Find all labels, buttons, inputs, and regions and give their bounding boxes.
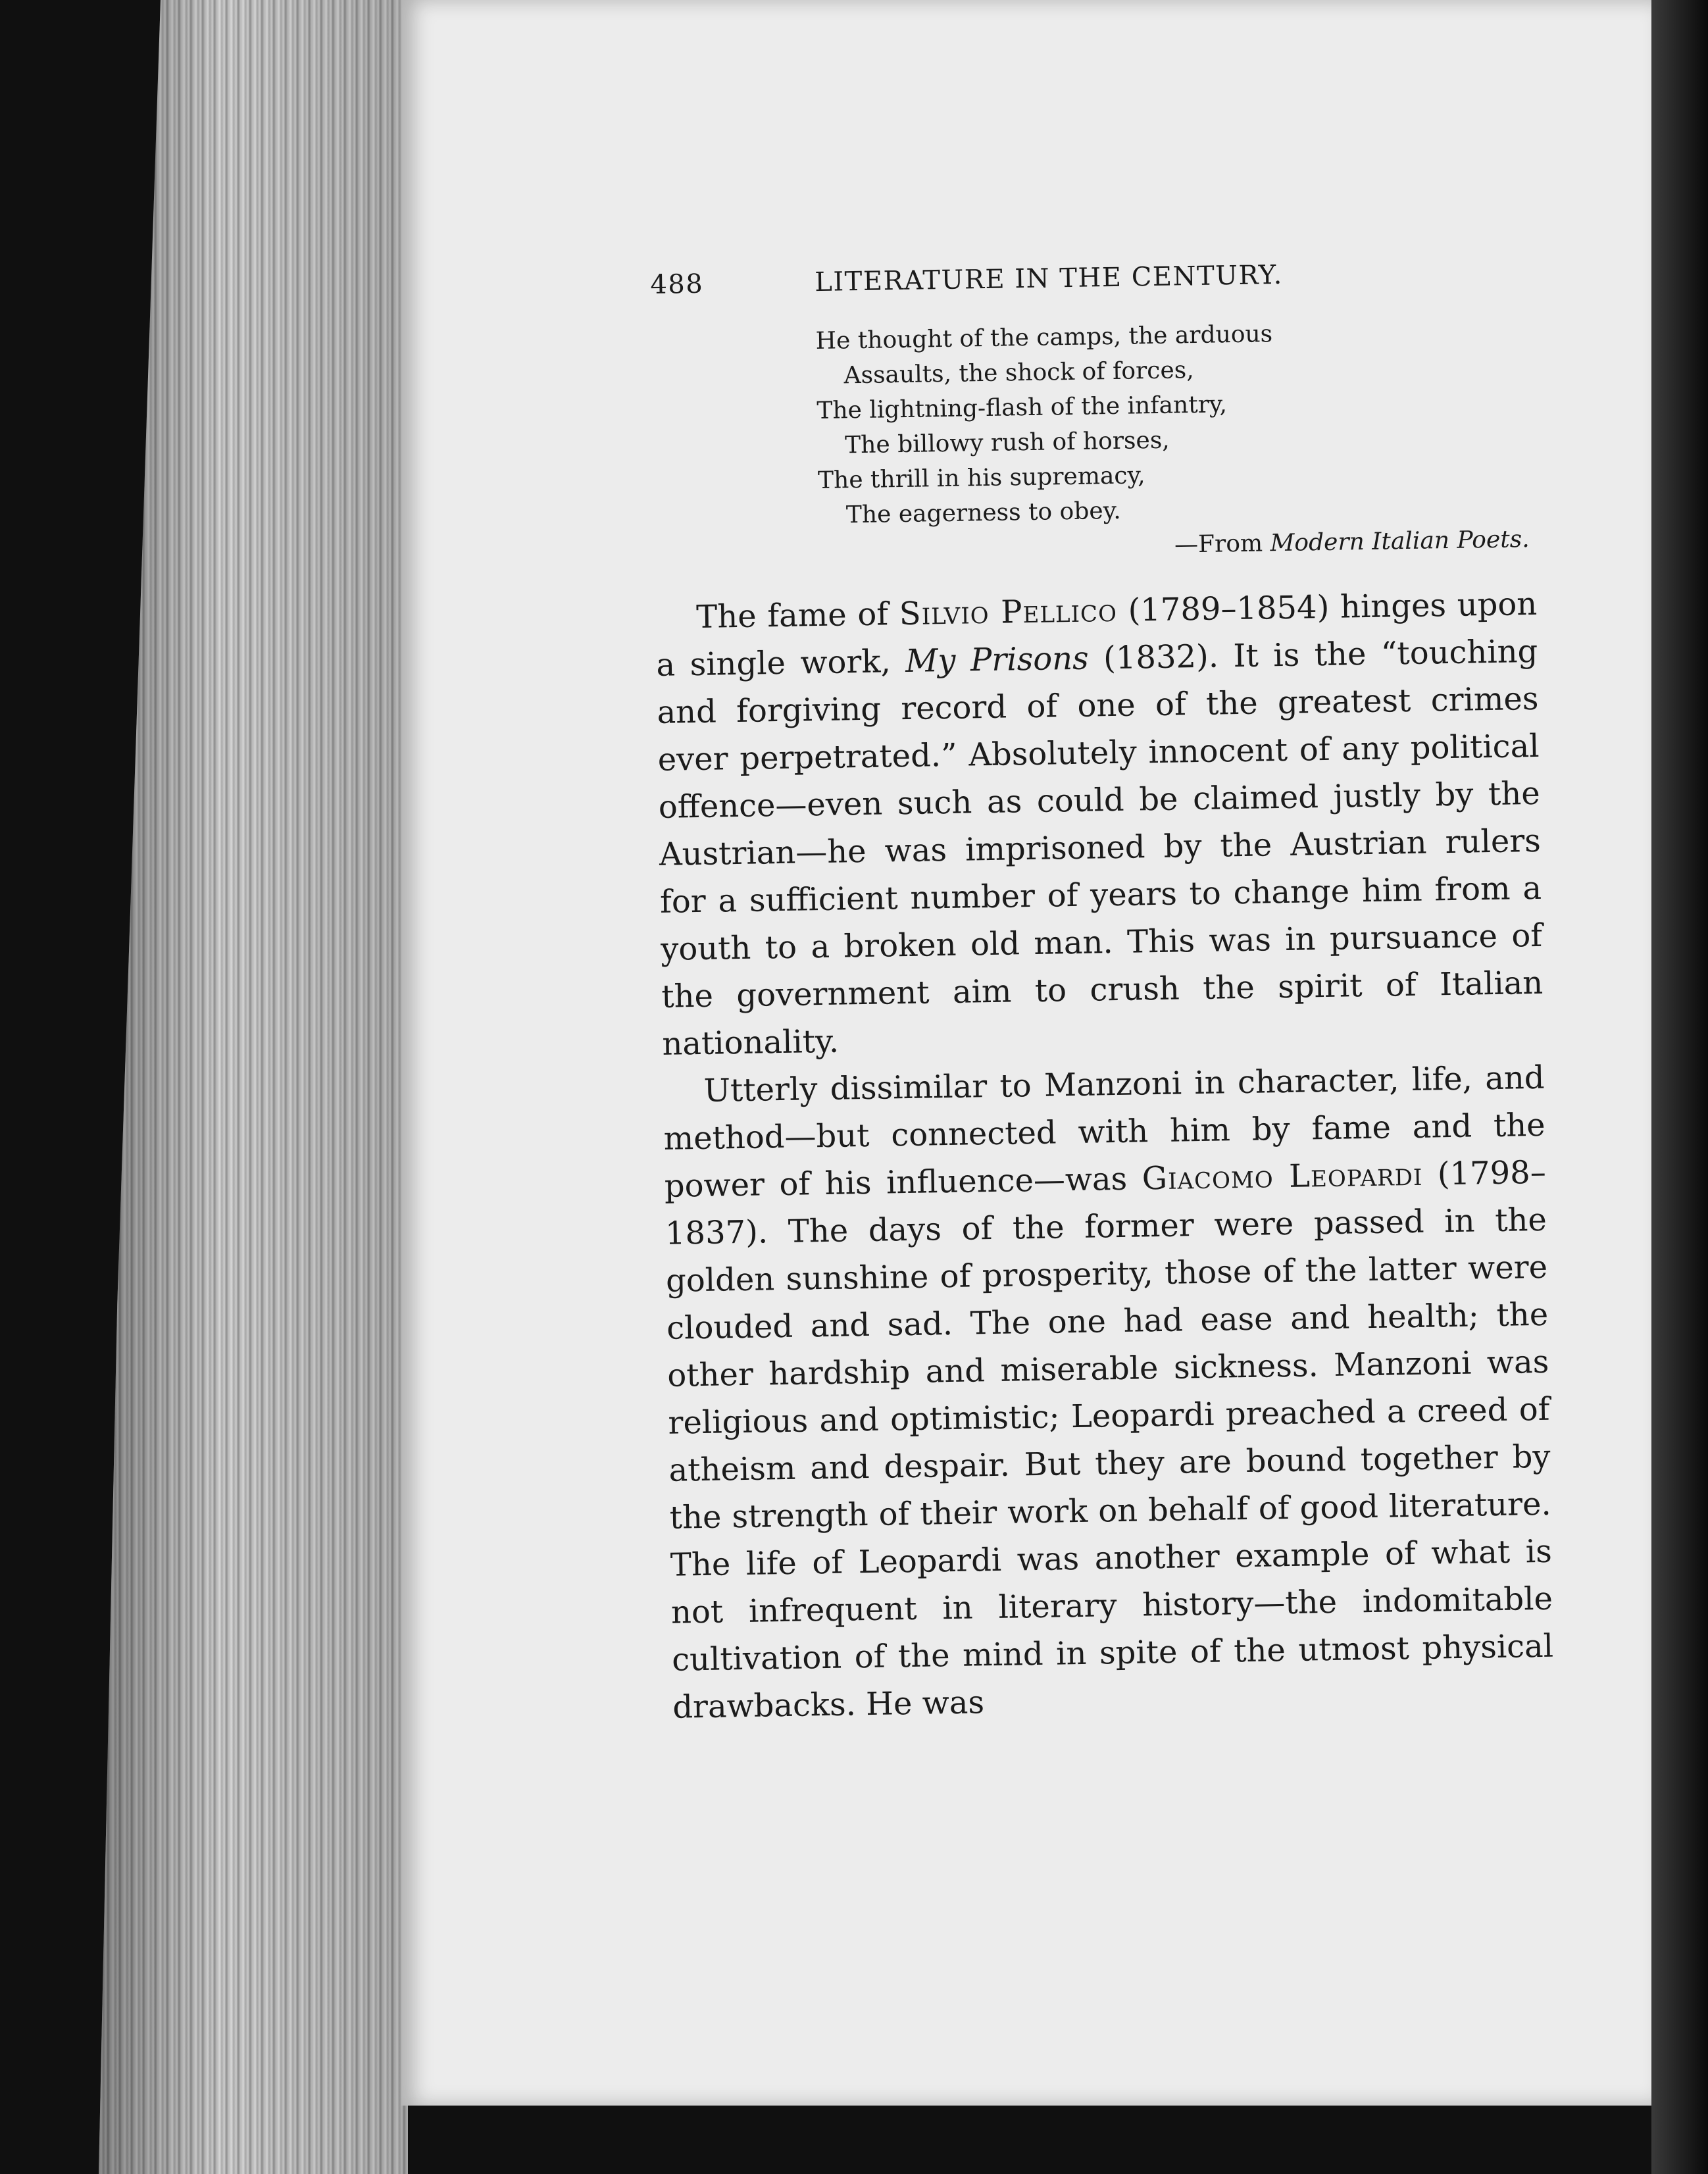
p2-text-a: Utterly dissimilar to Manzoni in character, life, and method—but connected with him by fame and the power of his influence—was — [663, 1059, 1546, 1205]
body-text — [655, 580, 1555, 1731]
poem-quote — [815, 313, 1536, 533]
poem-line: The billowy rush of horses, — [844, 426, 1170, 459]
p1-text-a: The fame of — [695, 595, 889, 636]
attribution-prefix: —From — [1174, 530, 1263, 559]
attribution-source: Modern Italian Poets. — [1270, 526, 1530, 557]
p1-text-b: (1789–1854) hinges upon a single work, — [656, 585, 1538, 684]
poem-line: He thought of the camps, the arduous — [815, 320, 1273, 355]
author-name-leopardi: Giacomo Leopardi — [1142, 1155, 1423, 1198]
p1-text-c: (1832). It is the “touching and forgiving record of one of the greatest crimes ever perpetrated.” Absolutely innocent of any political offence—even such as could be claimed justly by the Austrian—he was imprisoned by the Austrian rulers for a sufficient number of years to change him from a youth to a broken old man. This was in pursuance of the government aim to crush the spirit of Italian nationality. — [657, 632, 1544, 1063]
paragraph-leopardi — [663, 1054, 1555, 1731]
page-number: 488 — [650, 268, 704, 300]
paragraph-pellico — [655, 580, 1544, 1068]
poem-line: Assaults, the shock of forces, — [843, 357, 1194, 390]
running-head — [650, 256, 1532, 300]
running-title: LITERATURE IN THE CENTURY. — [814, 259, 1284, 298]
right-scan-border — [1651, 0, 1708, 2174]
poem-line: The thrill in his supremacy, — [817, 462, 1145, 495]
author-name-pellico: Silvio Pellico — [899, 592, 1118, 633]
p2-text-b: (1798–1837). The days of the former were passed in the golden sunshine of prosperity, those of the latter were clouded and sad. The one had ease and health; the other hardship and miserable sickness. Manzoni was religious and optimistic; Leopardi preached a creed of atheism and despair. But they are bound together by the strength of their work on behalf of good literature. The life of Leopardi was another example of what is not infrequent in literary history—the indomitable cultivation of the mind in spite of the utmost physical drawbacks. He was — [665, 1153, 1554, 1726]
poem-attribution — [654, 522, 1536, 570]
poem-line: The lightning-flash of the infantry, — [816, 391, 1228, 425]
book-page — [401, 0, 1651, 2106]
page-content — [650, 256, 1555, 1731]
poem-line: The eagerness to obey. — [845, 497, 1121, 529]
work-title-my-prisons: My Prisons — [905, 640, 1090, 680]
